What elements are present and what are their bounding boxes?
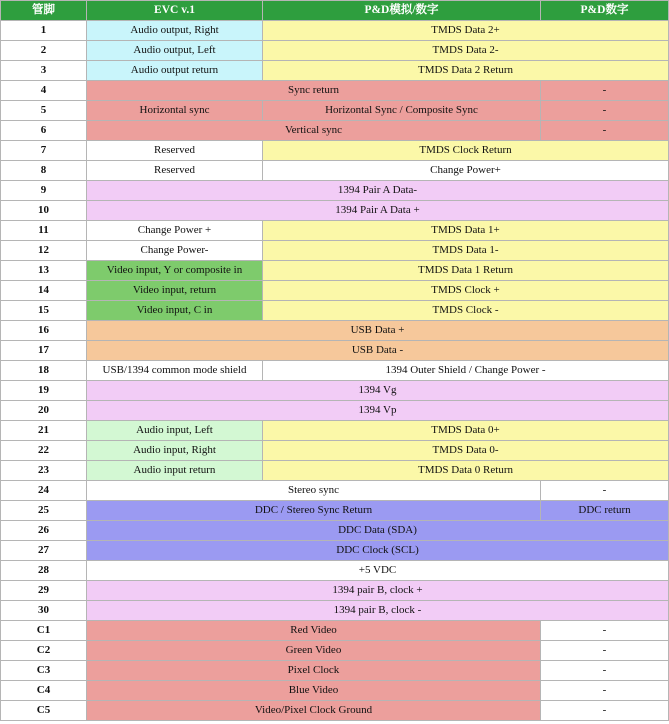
table-row bbox=[1, 201, 669, 221]
pin-number: 10 bbox=[1, 201, 87, 221]
signal-cell: Audio output return bbox=[87, 61, 263, 81]
pin-number: 26 bbox=[1, 521, 87, 541]
signal-cell: Vertical sync bbox=[87, 121, 541, 141]
table-row bbox=[1, 21, 669, 41]
signal-cell: Audio input return bbox=[87, 461, 263, 481]
signal-cell: Horizontal sync bbox=[87, 101, 263, 121]
signal-cell: - bbox=[541, 701, 669, 721]
signal-cell: TMDS Data 0+ bbox=[263, 421, 669, 441]
table-row bbox=[1, 321, 669, 341]
signal-cell: DDC Clock (SCL) bbox=[87, 541, 669, 561]
pin-number: C5 bbox=[1, 701, 87, 721]
pin-number: 21 bbox=[1, 421, 87, 441]
table-row bbox=[1, 481, 669, 501]
table-row bbox=[1, 41, 669, 61]
signal-cell: - bbox=[541, 641, 669, 661]
table-row bbox=[1, 341, 669, 361]
pin-number: 23 bbox=[1, 461, 87, 481]
header-evc: EVC v.1 bbox=[87, 1, 263, 21]
pin-number: 22 bbox=[1, 441, 87, 461]
table-row bbox=[1, 421, 669, 441]
table-row bbox=[1, 561, 669, 581]
table-row bbox=[1, 81, 669, 101]
pin-number: 4 bbox=[1, 81, 87, 101]
signal-cell: USB Data + bbox=[87, 321, 669, 341]
signal-cell: - bbox=[541, 621, 669, 641]
pin-number: 14 bbox=[1, 281, 87, 301]
pin-number: 30 bbox=[1, 601, 87, 621]
pin-number: 24 bbox=[1, 481, 87, 501]
pin-number: C4 bbox=[1, 681, 87, 701]
pin-number: 1 bbox=[1, 21, 87, 41]
signal-cell: TMDS Data 1 Return bbox=[263, 261, 669, 281]
signal-cell: TMDS Data 0 Return bbox=[263, 461, 669, 481]
pin-number: 8 bbox=[1, 161, 87, 181]
table-row bbox=[1, 281, 669, 301]
table-row bbox=[1, 661, 669, 681]
signal-cell: Change Power+ bbox=[263, 161, 669, 181]
table-row bbox=[1, 381, 669, 401]
header-pd-digital: P&D数字 bbox=[541, 1, 669, 21]
pin-number: 2 bbox=[1, 41, 87, 61]
table-row bbox=[1, 621, 669, 641]
pin-number: C1 bbox=[1, 621, 87, 641]
table-row bbox=[1, 541, 669, 561]
pin-number: 16 bbox=[1, 321, 87, 341]
signal-cell: TMDS Data 2+ bbox=[263, 21, 669, 41]
signal-cell: TMDS Data 1- bbox=[263, 241, 669, 261]
table-row bbox=[1, 601, 669, 621]
signal-cell: Reserved bbox=[87, 161, 263, 181]
signal-cell: TMDS Data 1+ bbox=[263, 221, 669, 241]
signal-cell: - bbox=[541, 661, 669, 681]
signal-cell: Green Video bbox=[87, 641, 541, 661]
table-row bbox=[1, 161, 669, 181]
signal-cell: DDC Data (SDA) bbox=[87, 521, 669, 541]
pin-number: C3 bbox=[1, 661, 87, 681]
table-row bbox=[1, 121, 669, 141]
signal-cell: Video input, Y or composite in bbox=[87, 261, 263, 281]
pin-number: 6 bbox=[1, 121, 87, 141]
signal-cell: TMDS Clock - bbox=[263, 301, 669, 321]
signal-cell: DDC / Stereo Sync Return bbox=[87, 501, 541, 521]
signal-cell: Red Video bbox=[87, 621, 541, 641]
table-row bbox=[1, 241, 669, 261]
signal-cell: +5 VDC bbox=[87, 561, 669, 581]
signal-cell: TMDS Clock + bbox=[263, 281, 669, 301]
pin-number: 27 bbox=[1, 541, 87, 561]
table-row bbox=[1, 581, 669, 601]
signal-cell: USB/1394 common mode shield bbox=[87, 361, 263, 381]
table-row bbox=[1, 361, 669, 381]
signal-cell: Video input, C in bbox=[87, 301, 263, 321]
signal-cell: - bbox=[541, 81, 669, 101]
signal-cell: - bbox=[541, 101, 669, 121]
table-row bbox=[1, 441, 669, 461]
pin-number: 15 bbox=[1, 301, 87, 321]
table-row bbox=[1, 681, 669, 701]
table-row bbox=[1, 181, 669, 201]
signal-cell: TMDS Data 0- bbox=[263, 441, 669, 461]
pin-number: 7 bbox=[1, 141, 87, 161]
table-row bbox=[1, 521, 669, 541]
pin-number: 3 bbox=[1, 61, 87, 81]
signal-cell: 1394 Pair A Data + bbox=[87, 201, 669, 221]
pin-number: 19 bbox=[1, 381, 87, 401]
table-row bbox=[1, 641, 669, 661]
signal-cell: - bbox=[541, 681, 669, 701]
pin-number: 17 bbox=[1, 341, 87, 361]
signal-cell: Change Power + bbox=[87, 221, 263, 241]
header-pin: 管脚 bbox=[1, 1, 87, 21]
table-row bbox=[1, 101, 669, 121]
pin-number: 20 bbox=[1, 401, 87, 421]
signal-cell: Video input, return bbox=[87, 281, 263, 301]
header-pd-analog-digital: P&D模拟/数字 bbox=[263, 1, 541, 21]
signal-cell: Horizontal Sync / Composite Sync bbox=[263, 101, 541, 121]
table-row bbox=[1, 501, 669, 521]
table-row bbox=[1, 261, 669, 281]
signal-cell: TMDS Clock Return bbox=[263, 141, 669, 161]
table-row bbox=[1, 301, 669, 321]
signal-cell: 1394 Vg bbox=[87, 381, 669, 401]
signal-cell: 1394 pair B, clock - bbox=[87, 601, 669, 621]
signal-cell: Audio input, Right bbox=[87, 441, 263, 461]
table-row bbox=[1, 401, 669, 421]
pin-number: 13 bbox=[1, 261, 87, 281]
table-row bbox=[1, 701, 669, 721]
table-row bbox=[1, 141, 669, 161]
table-row bbox=[1, 461, 669, 481]
signal-cell: TMDS Data 2 Return bbox=[263, 61, 669, 81]
signal-cell: TMDS Data 2- bbox=[263, 41, 669, 61]
pin-number: 9 bbox=[1, 181, 87, 201]
signal-cell: Blue Video bbox=[87, 681, 541, 701]
signal-cell: - bbox=[541, 121, 669, 141]
signal-cell: DDC return bbox=[541, 501, 669, 521]
pin-number: C2 bbox=[1, 641, 87, 661]
pin-number: 12 bbox=[1, 241, 87, 261]
signal-cell: 1394 Vp bbox=[87, 401, 669, 421]
signal-cell: 1394 pair B, clock + bbox=[87, 581, 669, 601]
table-row bbox=[1, 61, 669, 81]
table-body bbox=[1, 21, 669, 721]
pin-number: 18 bbox=[1, 361, 87, 381]
signal-cell: Reserved bbox=[87, 141, 263, 161]
signal-cell: Change Power- bbox=[87, 241, 263, 261]
header-row bbox=[1, 1, 669, 21]
table-row bbox=[1, 221, 669, 241]
signal-cell: Audio output, Right bbox=[87, 21, 263, 41]
signal-cell: Stereo sync bbox=[87, 481, 541, 501]
signal-cell: Pixel Clock bbox=[87, 661, 541, 681]
signal-cell: 1394 Pair A Data- bbox=[87, 181, 669, 201]
signal-cell: Video/Pixel Clock Ground bbox=[87, 701, 541, 721]
pin-number: 29 bbox=[1, 581, 87, 601]
signal-cell: Sync return bbox=[87, 81, 541, 101]
pin-number: 25 bbox=[1, 501, 87, 521]
pin-number: 28 bbox=[1, 561, 87, 581]
signal-cell: Audio input, Left bbox=[87, 421, 263, 441]
pin-number: 5 bbox=[1, 101, 87, 121]
signal-cell: - bbox=[541, 481, 669, 501]
signal-cell: 1394 Outer Shield / Change Power - bbox=[263, 361, 669, 381]
signal-cell: USB Data - bbox=[87, 341, 669, 361]
pin-number: 11 bbox=[1, 221, 87, 241]
signal-cell: Audio output, Left bbox=[87, 41, 263, 61]
